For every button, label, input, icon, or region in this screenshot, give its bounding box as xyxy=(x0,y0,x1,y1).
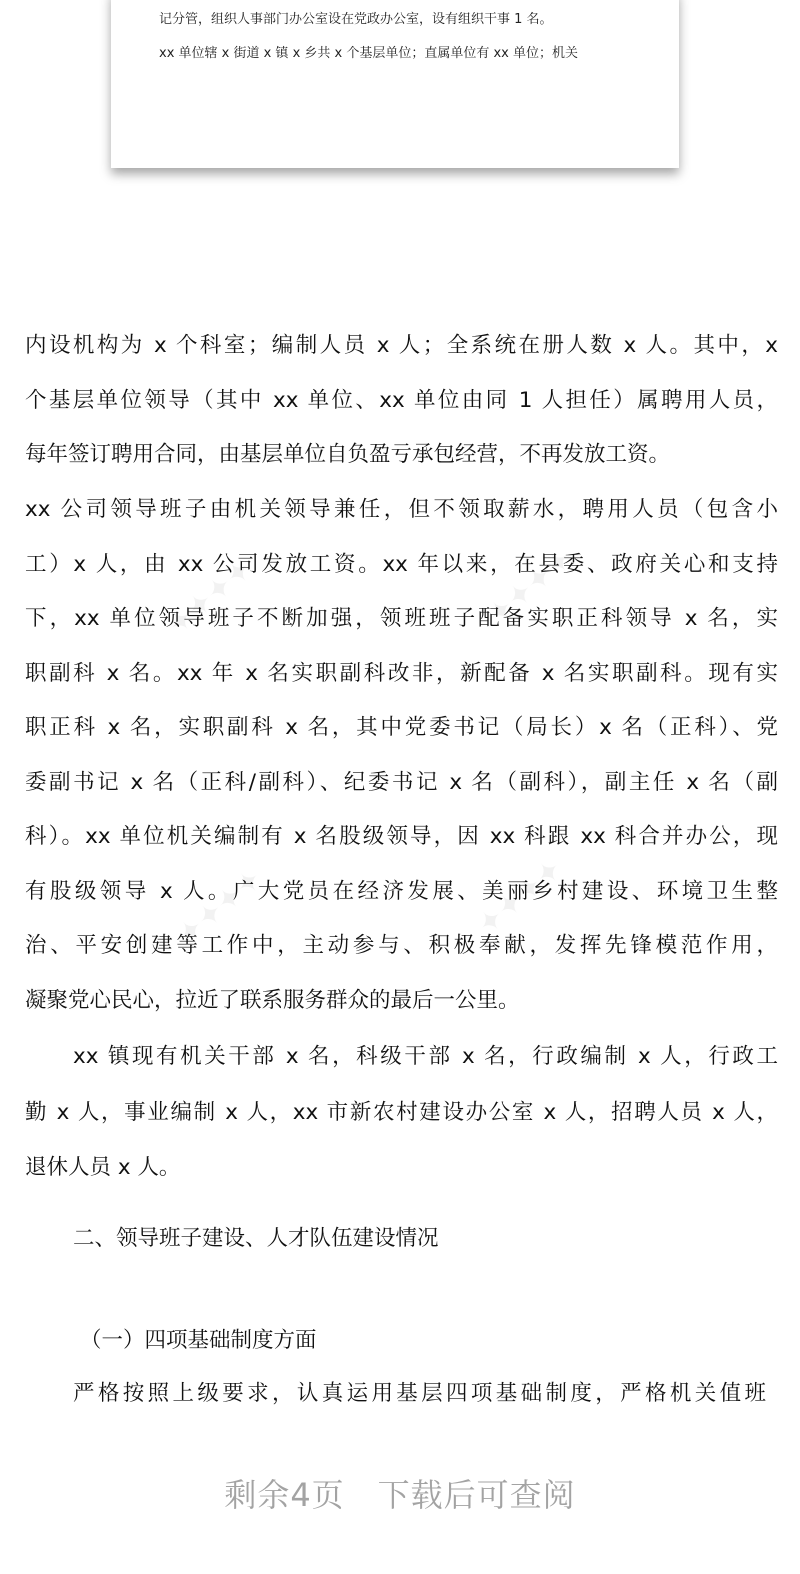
body-line: 有股级领导 x 人。广大党员在经济发展、美丽乡村建设、环境卫生整 xyxy=(25,879,778,904)
body-line: xx 公司领导班子由机关领导兼任，但不领取薪水，聘用人员（包含小 xyxy=(25,497,778,522)
watermark: ✦✦✦✦ xyxy=(470,851,571,944)
preview-line: xx 单位辖 x 街道 x 镇 x 乡共 x 个基层单位；直属单位有 xx 单位；机关 xyxy=(159,46,579,61)
body-line: 工）x 人，由 xx 公司发放工资。xx 年以来，在县委、政府关心和支持 xyxy=(25,552,778,577)
body-line: 科）。xx 单位机关编制有 x 名股级领导，因 xx 科跟 xx 科合并办公，现 xyxy=(25,824,778,849)
body-line: 每年签订聘用合同，由基层单位自负盈亏承包经营，不再发放工资。 xyxy=(25,442,671,467)
body-line: 个基层单位领导（其中 xx 单位、xx 单位由同 1 人担任）属聘用人员， xyxy=(25,388,778,413)
page-preview-card xyxy=(111,0,679,168)
preview-line: 记分管，组织人事部门办公室设在党政办公室，设有组织干事 1 名。 xyxy=(159,12,553,27)
body-line: 内设机构为 x 个科室；编制人员 x 人；全系统在册人数 x 人。其中，x xyxy=(25,333,778,358)
watermark: ✦✦✦✦ xyxy=(170,861,271,954)
body-line: 职正科 x 名，实职副科 x 名，其中党委书记（局长）x 名（正科）、党 xyxy=(25,715,778,740)
body-line: 凝聚党心民心，拉近了联系服务群众的最后一公里。 xyxy=(25,988,520,1013)
body-line: 治、平安创建等工作中，主动参与、积极奉献，发挥先锋模范作用， xyxy=(25,933,778,958)
section-heading: 二、领导班子建设、人才队伍建设情况 xyxy=(73,1226,439,1251)
body-line: xx 镇现有机关干部 x 名，科级干部 x 名，行政编制 x 人，行政工 xyxy=(73,1044,778,1069)
body-line: 勤 x 人，事业编制 x 人，xx 市新农村建设办公室 x 人，招聘人员 x 人， xyxy=(25,1100,778,1125)
body-line: 委副书记 x 名（正科/副科）、纪委书记 x 名（副科），副主任 x 名（副 xyxy=(25,770,778,795)
body-line: 严格按照上级要求，认真运用基层四项基础制度，严格机关值班 xyxy=(73,1381,766,1406)
body-line: 退休人员 x 人。 xyxy=(25,1155,181,1180)
subsection-heading: （一）四项基础制度方面 xyxy=(80,1328,317,1353)
watermark: ✦✦✦✦ xyxy=(160,551,261,644)
body-line: 下，xx 单位领导班子不断加强，领班班子配备实职正科领导 x 名，实 xyxy=(25,606,778,631)
remaining-pages-notice[interactable]: 剩余4页 下载后可查阅 xyxy=(224,1476,576,1514)
watermark: ✦✦✦✦ xyxy=(480,541,581,634)
body-line: 职副科 x 名。xx 年 x 名实职副科改非，新配备 x 名实职副科。现有实 xyxy=(25,661,778,686)
